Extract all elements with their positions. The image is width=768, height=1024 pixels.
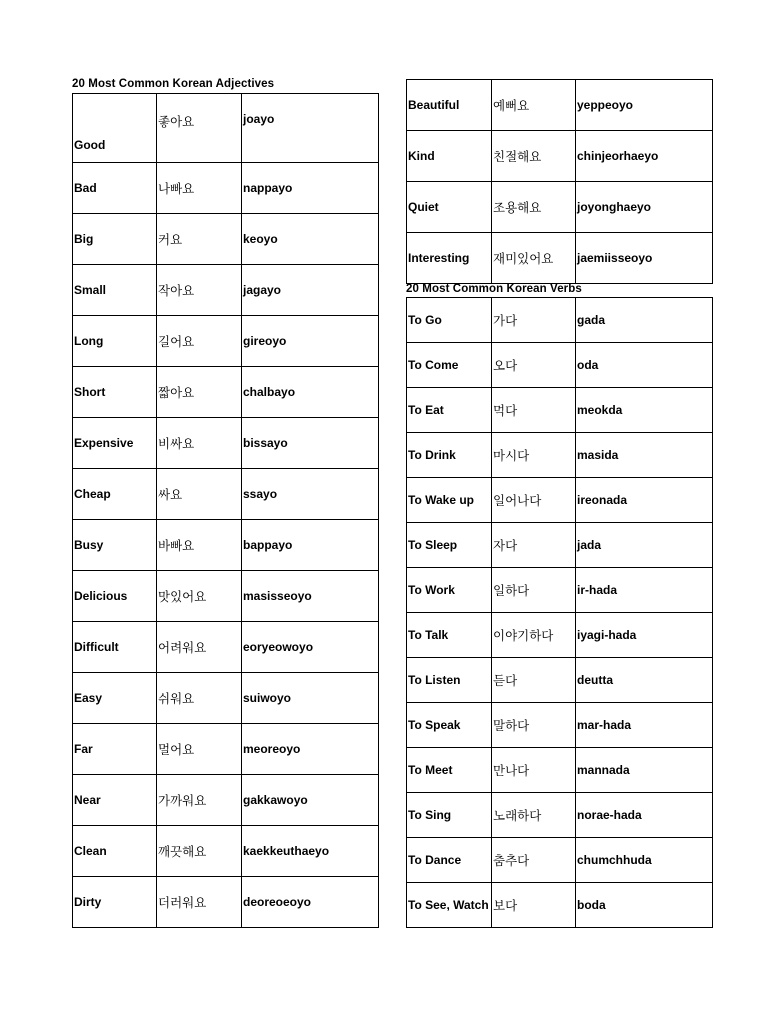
korean-word-cell: 가까워요: [157, 775, 242, 826]
english-word-cell: Beautiful: [407, 80, 492, 131]
english-word-cell: Bad: [73, 163, 157, 214]
korean-word-cell: 더러워요: [157, 877, 242, 928]
english-word-cell: Busy: [73, 520, 157, 571]
english-word-cell: To Wake up: [407, 478, 492, 523]
romanization-cell: ssayo: [242, 469, 379, 520]
english-word-cell: Kind: [407, 131, 492, 182]
korean-word-cell: 먹다: [492, 388, 576, 433]
korean-word-cell: 싸요: [157, 469, 242, 520]
table-row: [73, 418, 379, 469]
table-row: [73, 265, 379, 316]
romanization-cell: norae-hada: [576, 793, 713, 838]
table-row: [407, 838, 713, 883]
romanization-cell: masida: [576, 433, 713, 478]
english-word-cell: To Sleep: [407, 523, 492, 568]
adjectives-continued-table: [406, 79, 713, 284]
verbs-title: 20 Most Common Korean Verbs: [406, 283, 582, 295]
korean-word-cell: 예뻐요: [492, 80, 576, 131]
english-word-cell: To Work: [407, 568, 492, 613]
table-row: [407, 343, 713, 388]
english-word-cell: Small: [73, 265, 157, 316]
english-word-cell: Interesting: [407, 233, 492, 284]
romanization-cell: chumchhuda: [576, 838, 713, 883]
romanization-cell: deutta: [576, 658, 713, 703]
romanization-cell: gireoyo: [242, 316, 379, 367]
english-word-cell: Near: [73, 775, 157, 826]
romanization-cell: yeppeoyo: [576, 80, 713, 131]
table-row: [73, 469, 379, 520]
adjectives-title: 20 Most Common Korean Adjectives: [72, 78, 275, 90]
korean-word-cell: 보다: [492, 883, 576, 928]
table-row: [407, 748, 713, 793]
romanization-cell: mannada: [576, 748, 713, 793]
table-row: [407, 703, 713, 748]
english-word-cell: To Go: [407, 298, 492, 343]
romanization-cell: eoryeowoyo: [242, 622, 379, 673]
table-row: [73, 775, 379, 826]
table-row: [407, 433, 713, 478]
english-word-cell: To Dance: [407, 838, 492, 883]
english-word-cell: Quiet: [407, 182, 492, 233]
english-word-cell: Long: [73, 316, 157, 367]
korean-word-cell: 작아요: [157, 265, 242, 316]
english-word-cell: To Come: [407, 343, 492, 388]
romanization-cell: jagayo: [242, 265, 379, 316]
english-word-cell: Far: [73, 724, 157, 775]
korean-word-cell: 노래하다: [492, 793, 576, 838]
romanization-cell: boda: [576, 883, 713, 928]
korean-word-cell: 친절해요: [492, 131, 576, 182]
korean-word-cell: 일어나다: [492, 478, 576, 523]
korean-word-cell: 마시다: [492, 433, 576, 478]
romanization-cell: ir-hada: [576, 568, 713, 613]
english-word-cell: Expensive: [73, 418, 157, 469]
table-row: [73, 673, 379, 724]
korean-word-cell: 길어요: [157, 316, 242, 367]
table-row: [407, 388, 713, 433]
english-word-cell: Clean: [73, 826, 157, 877]
romanization-cell: chalbayo: [242, 367, 379, 418]
table-row: [407, 793, 713, 838]
english-word-cell: Short: [73, 367, 157, 418]
romanization-cell: oda: [576, 343, 713, 388]
table-row: [73, 163, 379, 214]
romanization-cell: masisseoyo: [242, 571, 379, 622]
table-row: [407, 613, 713, 658]
verbs-table: [406, 297, 713, 928]
romanization-cell: bappayo: [242, 520, 379, 571]
korean-word-cell: 나빠요: [157, 163, 242, 214]
table-row: [73, 571, 379, 622]
korean-word-cell: 오다: [492, 343, 576, 388]
romanization-cell: jada: [576, 523, 713, 568]
table-row: [407, 478, 713, 523]
table-row: [73, 877, 379, 928]
romanization-cell: ireonada: [576, 478, 713, 523]
english-word-cell: To See, Watch: [407, 883, 492, 928]
english-word-cell: Cheap: [73, 469, 157, 520]
table-row: [407, 658, 713, 703]
korean-word-cell: 어려워요: [157, 622, 242, 673]
romanization-cell: meoreoyo: [242, 724, 379, 775]
korean-word-cell: 듣다: [492, 658, 576, 703]
english-word-cell: Good: [73, 94, 157, 163]
romanization-cell: joyonghaeyo: [576, 182, 713, 233]
romanization-cell: joayo: [242, 94, 379, 163]
korean-word-cell: 좋아요: [157, 94, 242, 163]
romanization-cell: gakkawoyo: [242, 775, 379, 826]
korean-word-cell: 이야기하다: [492, 613, 576, 658]
romanization-cell: gada: [576, 298, 713, 343]
romanization-cell: suiwoyo: [242, 673, 379, 724]
korean-word-cell: 조용해요: [492, 182, 576, 233]
english-word-cell: To Listen: [407, 658, 492, 703]
table-row: [73, 622, 379, 673]
table-row: [73, 826, 379, 877]
english-word-cell: Delicious: [73, 571, 157, 622]
table-row: [407, 568, 713, 613]
table-row: [73, 316, 379, 367]
table-row: [73, 520, 379, 571]
english-word-cell: To Drink: [407, 433, 492, 478]
table-row: [407, 80, 713, 131]
korean-word-cell: 춤추다: [492, 838, 576, 883]
korean-word-cell: 말하다: [492, 703, 576, 748]
table-row: [73, 94, 379, 163]
romanization-cell: kaekkeuthaeyo: [242, 826, 379, 877]
table-row: [407, 883, 713, 928]
table-row: [407, 298, 713, 343]
korean-word-cell: 맛있어요: [157, 571, 242, 622]
table-row: [73, 214, 379, 265]
korean-word-cell: 만나다: [492, 748, 576, 793]
romanization-cell: bissayo: [242, 418, 379, 469]
english-word-cell: Dirty: [73, 877, 157, 928]
korean-word-cell: 자다: [492, 523, 576, 568]
english-word-cell: Easy: [73, 673, 157, 724]
table-row: [73, 367, 379, 418]
korean-word-cell: 재미있어요: [492, 233, 576, 284]
english-word-cell: Difficult: [73, 622, 157, 673]
korean-word-cell: 멀어요: [157, 724, 242, 775]
english-word-cell: To Talk: [407, 613, 492, 658]
english-word-cell: Big: [73, 214, 157, 265]
table-row: [407, 523, 713, 568]
korean-word-cell: 가다: [492, 298, 576, 343]
korean-word-cell: 비싸요: [157, 418, 242, 469]
romanization-cell: jaemiisseoyo: [576, 233, 713, 284]
romanization-cell: keoyo: [242, 214, 379, 265]
korean-word-cell: 커요: [157, 214, 242, 265]
table-row: [73, 724, 379, 775]
adjectives-table: [72, 93, 379, 928]
korean-word-cell: 쉬워요: [157, 673, 242, 724]
romanization-cell: chinjeorhaeyo: [576, 131, 713, 182]
table-row: [407, 131, 713, 182]
korean-word-cell: 짧아요: [157, 367, 242, 418]
english-word-cell: To Speak: [407, 703, 492, 748]
table-row: [407, 182, 713, 233]
english-word-cell: To Sing: [407, 793, 492, 838]
table-row: [407, 233, 713, 284]
korean-word-cell: 깨끗해요: [157, 826, 242, 877]
english-word-cell: To Meet: [407, 748, 492, 793]
romanization-cell: iyagi-hada: [576, 613, 713, 658]
korean-word-cell: 바빠요: [157, 520, 242, 571]
romanization-cell: nappayo: [242, 163, 379, 214]
english-word-cell: To Eat: [407, 388, 492, 433]
korean-word-cell: 일하다: [492, 568, 576, 613]
romanization-cell: deoreoeoyo: [242, 877, 379, 928]
romanization-cell: mar-hada: [576, 703, 713, 748]
romanization-cell: meokda: [576, 388, 713, 433]
